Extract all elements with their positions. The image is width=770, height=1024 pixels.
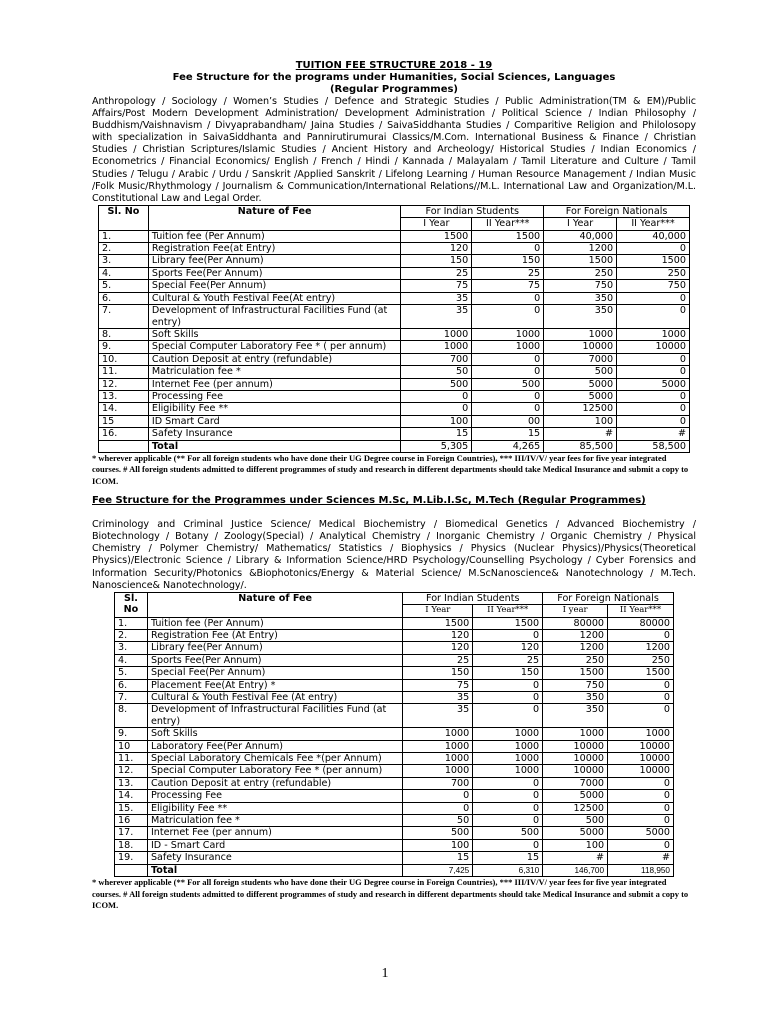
indian-i-year-cell: 25	[401, 267, 472, 279]
table-row	[115, 617, 674, 629]
foreign-ii-year-cell: 1000	[608, 728, 674, 740]
section-2-title: Fee Structure for the Programmes under Sciences M.Sc, M.Lib.I.Sc, M.Tech (Regular Programmes)	[92, 495, 646, 507]
indian-ii-year-cell: 0	[472, 403, 544, 415]
indian-ii-year-cell: 75	[472, 280, 544, 292]
table-row	[99, 366, 690, 378]
sl-cell: 16.	[99, 428, 149, 440]
indian-ii-year-cell: 0	[473, 629, 543, 641]
sl-no-header: Sl. No	[115, 592, 148, 617]
nature-of-fee-cell: Cultural & Youth Festival Fee (At entry)	[147, 692, 402, 704]
foreign-i-year-cell: 12500	[544, 403, 617, 415]
foreign-ii-year-cell: 1200	[608, 642, 674, 654]
nature-of-fee-cell: Cultural & Youth Festival Fee(At entry)	[148, 292, 400, 304]
indian-ii-year-cell: 0	[473, 777, 543, 789]
total-label: Total	[148, 440, 400, 452]
indian-i-year-cell: 15	[401, 428, 472, 440]
sl-cell: 3.	[115, 642, 148, 654]
indian-ii-year-cell: 0	[472, 353, 544, 365]
indian-ii-year-cell: 0	[473, 815, 543, 827]
foreign-i-year-cell: 250	[543, 654, 608, 666]
indian-i-year-cell: 0	[401, 390, 472, 402]
indian-ii-year-cell: 0	[472, 305, 544, 329]
footnote-2: * wherever applicable (** For all foreign students who have done their UG Degree course in Foreign Countries), *** III/IV/V/ year fees for five year integrated courses. # All foreign students admitted to different programmes of study and research in different departments should take Medical Insurance and submit a copy to ICOM.	[92, 877, 689, 910]
indian-ii-year-cell: 1500	[472, 230, 544, 242]
foreign-i-year-header: I year	[543, 605, 608, 617]
sl-cell: 14.	[99, 403, 149, 415]
table-row	[115, 642, 674, 654]
foreign-ii-year-cell: 5000	[608, 827, 674, 839]
page-subtitle: Fee Structure for the programs under Humanities, Social Sciences, Languages	[172, 72, 616, 83]
foreign-ii-year-cell: 5000	[617, 378, 690, 390]
table-row	[99, 292, 690, 304]
nature-of-fee-cell: Matriculation fee *	[148, 366, 400, 378]
foreign-i-year-cell: 250	[544, 267, 617, 279]
total-sl-cell	[99, 440, 149, 452]
table-row	[99, 428, 690, 440]
total-foreign-i: 85,500	[544, 440, 617, 452]
table-row	[115, 704, 674, 728]
indian-ii-year-cell: 0	[472, 366, 544, 378]
foreign-ii-year-cell: 0	[608, 629, 674, 641]
table-row	[115, 777, 674, 789]
indian-ii-year-cell: 1000	[473, 765, 543, 777]
foreign-i-year-cell: 750	[544, 280, 617, 292]
indian-ii-year-cell: 1000	[472, 341, 544, 353]
indian-i-year-cell: 1000	[401, 341, 472, 353]
foreign-ii-year-cell: 10000	[617, 341, 690, 353]
table-row	[99, 415, 690, 427]
indian-ii-year-cell: 0	[473, 802, 543, 814]
indian-ii-year-cell: 0	[473, 679, 543, 691]
indian-ii-year-cell: 0	[473, 839, 543, 851]
foreign-i-year-cell: 5000	[543, 827, 608, 839]
total-foreign-ii: 58,500	[617, 440, 690, 452]
nature-of-fee-cell: Special Laboratory Chemicals Fee *(per Annum)	[147, 753, 402, 765]
table-row	[99, 403, 690, 415]
sl-cell: 18.	[115, 839, 148, 851]
nature-of-fee-cell: Development of Infrastructural Facilities Fund (at entry)	[147, 704, 402, 728]
nature-of-fee-cell: Special Computer Laboratory Fee * ( per annum)	[148, 341, 400, 353]
foreign-ii-year-cell: 250	[608, 654, 674, 666]
foreign-i-year-cell: 1500	[543, 667, 608, 679]
nature-of-fee-cell: Tuition fee (Per Annum)	[148, 230, 400, 242]
nature-of-fee-cell: Processing Fee	[147, 790, 402, 802]
indian-ii-year-cell: 1000	[473, 740, 543, 752]
indian-i-year-cell: 700	[403, 777, 473, 789]
sl-cell: 1.	[99, 230, 149, 242]
footnote-1: * wherever applicable (** For all foreign students who have done their UG Degree course in Foreign Countries), *** III/IV/V/ year fees for five year integrated courses. # All foreign students admitted to different programmes of study and research in different departments should take Medical Insurance and submit a copy to ICOM.	[92, 452, 689, 486]
foreign-nationals-header: For Foreign Nationals	[543, 592, 674, 604]
foreign-ii-year-cell: 0	[608, 704, 674, 728]
foreign-ii-year-cell: 0	[608, 777, 674, 789]
foreign-ii-year-cell: 0	[617, 390, 690, 402]
foreign-ii-year-cell: 10000	[608, 753, 674, 765]
indian-i-year-cell: 25	[403, 654, 473, 666]
indian-i-year-cell: 50	[401, 366, 472, 378]
sl-cell: 19.	[115, 852, 148, 864]
indian-i-year-cell: 100	[403, 839, 473, 851]
sl-cell: 13.	[99, 390, 149, 402]
indian-students-header: For Indian Students	[401, 205, 544, 217]
foreign-ii-year-cell: #	[617, 428, 690, 440]
table-row	[99, 328, 690, 340]
foreign-i-year-cell: 350	[544, 305, 617, 329]
sl-cell: 5.	[115, 667, 148, 679]
foreign-i-year-cell: 80000	[543, 617, 608, 629]
total-row	[115, 864, 674, 876]
indian-i-year-cell: 1500	[403, 617, 473, 629]
foreign-i-year-cell: 1200	[544, 243, 617, 255]
indian-ii-year-cell: 500	[472, 378, 544, 390]
document-page	[92, 60, 696, 911]
sl-cell: 10.	[99, 353, 149, 365]
foreign-ii-year-cell: 0	[617, 403, 690, 415]
total-label: Total	[147, 864, 402, 876]
foreign-ii-year-cell: 0	[617, 292, 690, 304]
total-foreign-ii: 118,950	[608, 864, 674, 876]
sl-cell: 15.	[115, 802, 148, 814]
sl-cell: 6.	[115, 679, 148, 691]
sl-cell: 13.	[115, 777, 148, 789]
sl-cell: 7.	[99, 305, 149, 329]
nature-of-fee-cell: Tuition fee (Per Annum)	[147, 617, 402, 629]
foreign-i-year-cell: 10000	[543, 765, 608, 777]
sl-cell: 17.	[115, 827, 148, 839]
indian-i-year-cell: 150	[403, 667, 473, 679]
sl-cell: 15	[99, 415, 149, 427]
indian-ii-year-cell: 150	[472, 255, 544, 267]
table-row	[99, 353, 690, 365]
indian-i-year-cell: 120	[403, 642, 473, 654]
foreign-i-year-cell: 350	[543, 692, 608, 704]
sl-cell: 16	[115, 815, 148, 827]
sl-cell: 10	[115, 740, 148, 752]
foreign-ii-year-header: II Year***	[608, 605, 674, 617]
foreign-ii-year-cell: 10000	[608, 740, 674, 752]
foreign-i-year-cell: #	[544, 428, 617, 440]
foreign-ii-year-header: II Year***	[617, 218, 690, 230]
table-row	[115, 679, 674, 691]
indian-ii-year-cell: 25	[472, 267, 544, 279]
foreign-i-year-cell: 5000	[544, 390, 617, 402]
foreign-ii-year-cell: 0	[608, 802, 674, 814]
table-row	[115, 815, 674, 827]
foreign-ii-year-cell: 80000	[608, 617, 674, 629]
indian-ii-year-cell: 15	[473, 852, 543, 864]
sl-cell: 12.	[115, 765, 148, 777]
foreign-ii-year-cell: 0	[617, 353, 690, 365]
indian-i-year-cell: 700	[401, 353, 472, 365]
foreign-i-year-cell: 750	[543, 679, 608, 691]
nature-of-fee-cell: Matriculation fee *	[147, 815, 402, 827]
sl-cell: 2.	[115, 629, 148, 641]
foreign-i-year-cell: 500	[544, 366, 617, 378]
nature-of-fee-cell: Internet Fee (per annum)	[148, 378, 400, 390]
indian-i-year-cell: 1000	[403, 728, 473, 740]
foreign-i-year-cell: 7000	[544, 353, 617, 365]
table-row	[115, 728, 674, 740]
indian-i-year-cell: 120	[403, 629, 473, 641]
indian-i-year-cell: 120	[401, 243, 472, 255]
nature-of-fee-cell: Placement Fee(At Entry) *	[147, 679, 402, 691]
sciences-fee-table	[114, 592, 674, 877]
nature-of-fee-cell: Registration Fee(at Entry)	[148, 243, 400, 255]
indian-i-year-cell: 35	[403, 704, 473, 728]
table-row	[115, 852, 674, 864]
nature-of-fee-cell: Soft Skills	[147, 728, 402, 740]
table-row	[99, 341, 690, 353]
total-indian-i: 5,305	[401, 440, 472, 452]
foreign-i-year-header: I Year	[544, 218, 617, 230]
foreign-i-year-cell: 12500	[543, 802, 608, 814]
indian-i-year-cell: 500	[401, 378, 472, 390]
indian-i-year-cell: 1000	[403, 740, 473, 752]
nature-of-fee-cell: Safety Insurance	[147, 852, 402, 864]
nature-of-fee-cell: Eligibility Fee **	[147, 802, 402, 814]
total-indian-i: 7,425	[403, 864, 473, 876]
foreign-i-year-cell: 350	[543, 704, 608, 728]
foreign-i-year-cell: 1000	[544, 328, 617, 340]
nature-of-fee-cell: ID Smart Card	[148, 415, 400, 427]
sl-cell: 8.	[115, 704, 148, 728]
table-row	[99, 255, 690, 267]
sl-cell: 1.	[115, 617, 148, 629]
nature-of-fee-cell: Library fee(Per Annum)	[148, 255, 400, 267]
foreign-i-year-cell: 1200	[543, 629, 608, 641]
nature-of-fee-cell: Internet Fee (per annum)	[147, 827, 402, 839]
table-row	[115, 827, 674, 839]
foreign-i-year-cell: 5000	[543, 790, 608, 802]
foreign-ii-year-cell: 1000	[617, 328, 690, 340]
sl-cell: 4.	[115, 654, 148, 666]
humanities-fee-table	[98, 205, 690, 453]
foreign-i-year-cell: 1500	[544, 255, 617, 267]
total-indian-ii: 6,310	[473, 864, 543, 876]
total-indian-ii: 4,265	[472, 440, 544, 452]
table-row	[115, 765, 674, 777]
indian-ii-year-cell: 1000	[473, 728, 543, 740]
indian-i-year-cell: 500	[403, 827, 473, 839]
sl-cell: 11.	[99, 366, 149, 378]
foreign-i-year-cell: 10000	[543, 740, 608, 752]
sl-cell: 12.	[99, 378, 149, 390]
nature-of-fee-cell: Library fee(Per Annum)	[147, 642, 402, 654]
foreign-i-year-cell: 7000	[543, 777, 608, 789]
table-row	[115, 753, 674, 765]
table-row	[99, 378, 690, 390]
nature-of-fee-cell: Safety Insurance	[148, 428, 400, 440]
table-header-row	[99, 205, 690, 217]
indian-ii-year-header: II Year***	[473, 605, 543, 617]
indian-i-year-cell: 1500	[401, 230, 472, 242]
foreign-ii-year-cell: 40,000	[617, 230, 690, 242]
foreign-i-year-cell: 500	[543, 815, 608, 827]
total-sl-cell	[115, 864, 148, 876]
foreign-i-year-cell: 40,000	[544, 230, 617, 242]
table-header-row	[115, 592, 674, 604]
foreign-ii-year-cell: 0	[608, 790, 674, 802]
sl-cell: 11.	[115, 753, 148, 765]
foreign-ii-year-cell: 0	[608, 692, 674, 704]
foreign-ii-year-cell: 0	[608, 839, 674, 851]
nature-of-fee-cell: Sports Fee(Per Annum)	[147, 654, 402, 666]
sl-cell: 7.	[115, 692, 148, 704]
page-subtitle-2: (Regular Programmes)	[329, 84, 459, 95]
nature-of-fee-cell: Special Fee(Per Annum)	[147, 667, 402, 679]
foreign-i-year-cell: #	[543, 852, 608, 864]
foreign-i-year-cell: 10000	[544, 341, 617, 353]
nature-of-fee-cell: Processing Fee	[148, 390, 400, 402]
foreign-ii-year-cell: 0	[608, 679, 674, 691]
sl-cell: 9.	[115, 728, 148, 740]
indian-ii-year-cell: 0	[473, 704, 543, 728]
indian-i-year-cell: 0	[403, 790, 473, 802]
indian-ii-year-cell: 1500	[473, 617, 543, 629]
total-row	[99, 440, 690, 452]
foreign-ii-year-cell: 0	[608, 815, 674, 827]
indian-i-year-cell: 100	[401, 415, 472, 427]
table-row	[99, 305, 690, 329]
page-number: 1	[381, 966, 389, 981]
indian-ii-year-header: II Year***	[472, 218, 544, 230]
indian-ii-year-cell: 0	[472, 390, 544, 402]
table-row	[115, 654, 674, 666]
foreign-ii-year-cell: 1500	[608, 667, 674, 679]
indian-i-year-cell: 15	[403, 852, 473, 864]
nature-of-fee-cell: Eligibility Fee **	[148, 403, 400, 415]
table-row	[99, 267, 690, 279]
indian-ii-year-cell: 120	[473, 642, 543, 654]
nature-of-fee-cell: Caution Deposit at entry (refundable)	[147, 777, 402, 789]
nature-of-fee-header: Nature of Fee	[148, 205, 400, 230]
indian-ii-year-cell: 15	[472, 428, 544, 440]
sl-no-header: Sl. No	[99, 205, 149, 230]
foreign-nationals-header: For Foreign Nationals	[544, 205, 690, 217]
foreign-i-year-cell: 100	[543, 839, 608, 851]
nature-of-fee-cell: Soft Skills	[148, 328, 400, 340]
sl-cell: 6.	[99, 292, 149, 304]
indian-ii-year-cell: 0	[472, 243, 544, 255]
sl-cell: 2.	[99, 243, 149, 255]
indian-i-year-cell: 50	[403, 815, 473, 827]
indian-ii-year-cell: 00	[472, 415, 544, 427]
nature-of-fee-cell: ID - Smart Card	[147, 839, 402, 851]
indian-i-year-cell: 75	[401, 280, 472, 292]
indian-ii-year-cell: 25	[473, 654, 543, 666]
page-title: TUITION FEE STRUCTURE 2018 - 19	[295, 60, 493, 71]
foreign-ii-year-cell: #	[608, 852, 674, 864]
table-row	[115, 802, 674, 814]
table-row	[99, 390, 690, 402]
foreign-i-year-cell: 10000	[543, 753, 608, 765]
foreign-ii-year-cell: 0	[617, 366, 690, 378]
table-row	[115, 667, 674, 679]
nature-of-fee-header: Nature of Fee	[147, 592, 402, 617]
table-row	[99, 243, 690, 255]
sl-cell: 4.	[99, 267, 149, 279]
table-row	[99, 280, 690, 292]
nature-of-fee-cell: Sports Fee(Per Annum)	[148, 267, 400, 279]
sl-cell: 9.	[99, 341, 149, 353]
indian-i-year-cell: 1000	[403, 753, 473, 765]
indian-i-year-header: I Year	[401, 218, 472, 230]
sl-cell: 14.	[115, 790, 148, 802]
indian-i-year-cell: 35	[401, 292, 472, 304]
table-row	[115, 629, 674, 641]
foreign-i-year-cell: 1000	[543, 728, 608, 740]
foreign-ii-year-cell: 10000	[608, 765, 674, 777]
foreign-ii-year-cell: 750	[617, 280, 690, 292]
nature-of-fee-cell: Special Computer Laboratory Fee * (per annum)	[147, 765, 402, 777]
indian-ii-year-cell: 1000	[472, 328, 544, 340]
sl-cell: 5.	[99, 280, 149, 292]
indian-ii-year-cell: 0	[473, 790, 543, 802]
table-row	[115, 692, 674, 704]
humanities-programme-list: Anthropology / Sociology / Women’s Studies / Defence and Strategic Studies / Public Administration(TM & EM)/Public Affairs/Post Modern Development Administration/ Development Administration / Political Science / Indian Philosophy / Buddhism/Vaishnavism / Divyaprabandham/ Jaina Studies / SaivaSiddhanta Studies / Comparitive Religion and Philolosopy with specialization in SaivaSiddhanta and Pannirutirumurai Classics/M.Com. International Business & Finance / Christian Studies / Christian Scriptures/Islamic Studies / Ancient History and Archeology/ Historical Studies / Indian Economics / Econometrics / Financial Economics/ English / French / Hindi / Kannada / Malayalam / Tamil Literature and Culture / Tamil Studies / Telugu / Arabic / Urdu / Sanskrit /Applied Sanskrit / Lifelong Learning / Human Resource Management / Indian Music /Folk Music/Rhythmology / Journalism & Communication/International Relations//M.L. International Law and Organization/M.L. Constitutional Law and Legal Order.	[92, 96, 696, 204]
indian-i-year-cell: 0	[401, 403, 472, 415]
indian-i-year-cell: 35	[401, 305, 472, 329]
sciences-programme-list: Criminology and Criminal Justice Science/ Medical Biochemistry / Biomedical Genetics / Advanced Biochemistry / Biotechnology / Botany / Zoology(Special) / Analytical Chemistry / Inorganic Chemistry / Organic Chemistry / Physical Chemistry / Polymer Chemistry/ Mathematics/ Statistics / Biophysics / Physics (Nuclear Physics)/Physics(Theoretical Physics)/Electronic Science / Library & Information Science/HRD Psychology/Counselling Psychology / Cyber Forensics and Information Security/Photonics &Biophotonics/Energy & Material Science/ M.ScNanoscience& Nanotechnology / M.Tech. Nanoscience& Nanotechnology/.	[92, 519, 696, 591]
table-row	[115, 740, 674, 752]
foreign-ii-year-cell: 250	[617, 267, 690, 279]
indian-i-year-cell: 35	[403, 692, 473, 704]
nature-of-fee-cell: Development of Infrastructural Facilities Fund (at entry)	[148, 305, 400, 329]
foreign-i-year-cell: 350	[544, 292, 617, 304]
total-foreign-i: 146,700	[543, 864, 608, 876]
table-row	[99, 230, 690, 242]
nature-of-fee-cell: Special Fee(Per Annum)	[148, 280, 400, 292]
table-row	[115, 839, 674, 851]
foreign-i-year-cell: 100	[544, 415, 617, 427]
foreign-ii-year-cell: 0	[617, 415, 690, 427]
foreign-i-year-cell: 1200	[543, 642, 608, 654]
indian-i-year-cell: 1000	[401, 328, 472, 340]
sl-cell: 8.	[99, 328, 149, 340]
indian-ii-year-cell: 1000	[473, 753, 543, 765]
indian-i-year-cell: 150	[401, 255, 472, 267]
indian-students-header: For Indian Students	[403, 592, 543, 604]
foreign-ii-year-cell: 0	[617, 243, 690, 255]
indian-ii-year-cell: 500	[473, 827, 543, 839]
sl-cell: 3.	[99, 255, 149, 267]
foreign-ii-year-cell: 0	[617, 305, 690, 329]
indian-i-year-cell: 75	[403, 679, 473, 691]
nature-of-fee-cell: Registration Fee (At Entry)	[147, 629, 402, 641]
indian-i-year-cell: 0	[403, 802, 473, 814]
foreign-i-year-cell: 5000	[544, 378, 617, 390]
indian-i-year-cell: 1000	[403, 765, 473, 777]
indian-ii-year-cell: 150	[473, 667, 543, 679]
foreign-ii-year-cell: 1500	[617, 255, 690, 267]
indian-ii-year-cell: 0	[473, 692, 543, 704]
indian-ii-year-cell: 0	[472, 292, 544, 304]
indian-i-year-header: I Year	[403, 605, 473, 617]
nature-of-fee-cell: Caution Deposit at entry (refundable)	[148, 353, 400, 365]
table-row	[115, 790, 674, 802]
nature-of-fee-cell: Laboratory Fee(Per Annum)	[147, 740, 402, 752]
